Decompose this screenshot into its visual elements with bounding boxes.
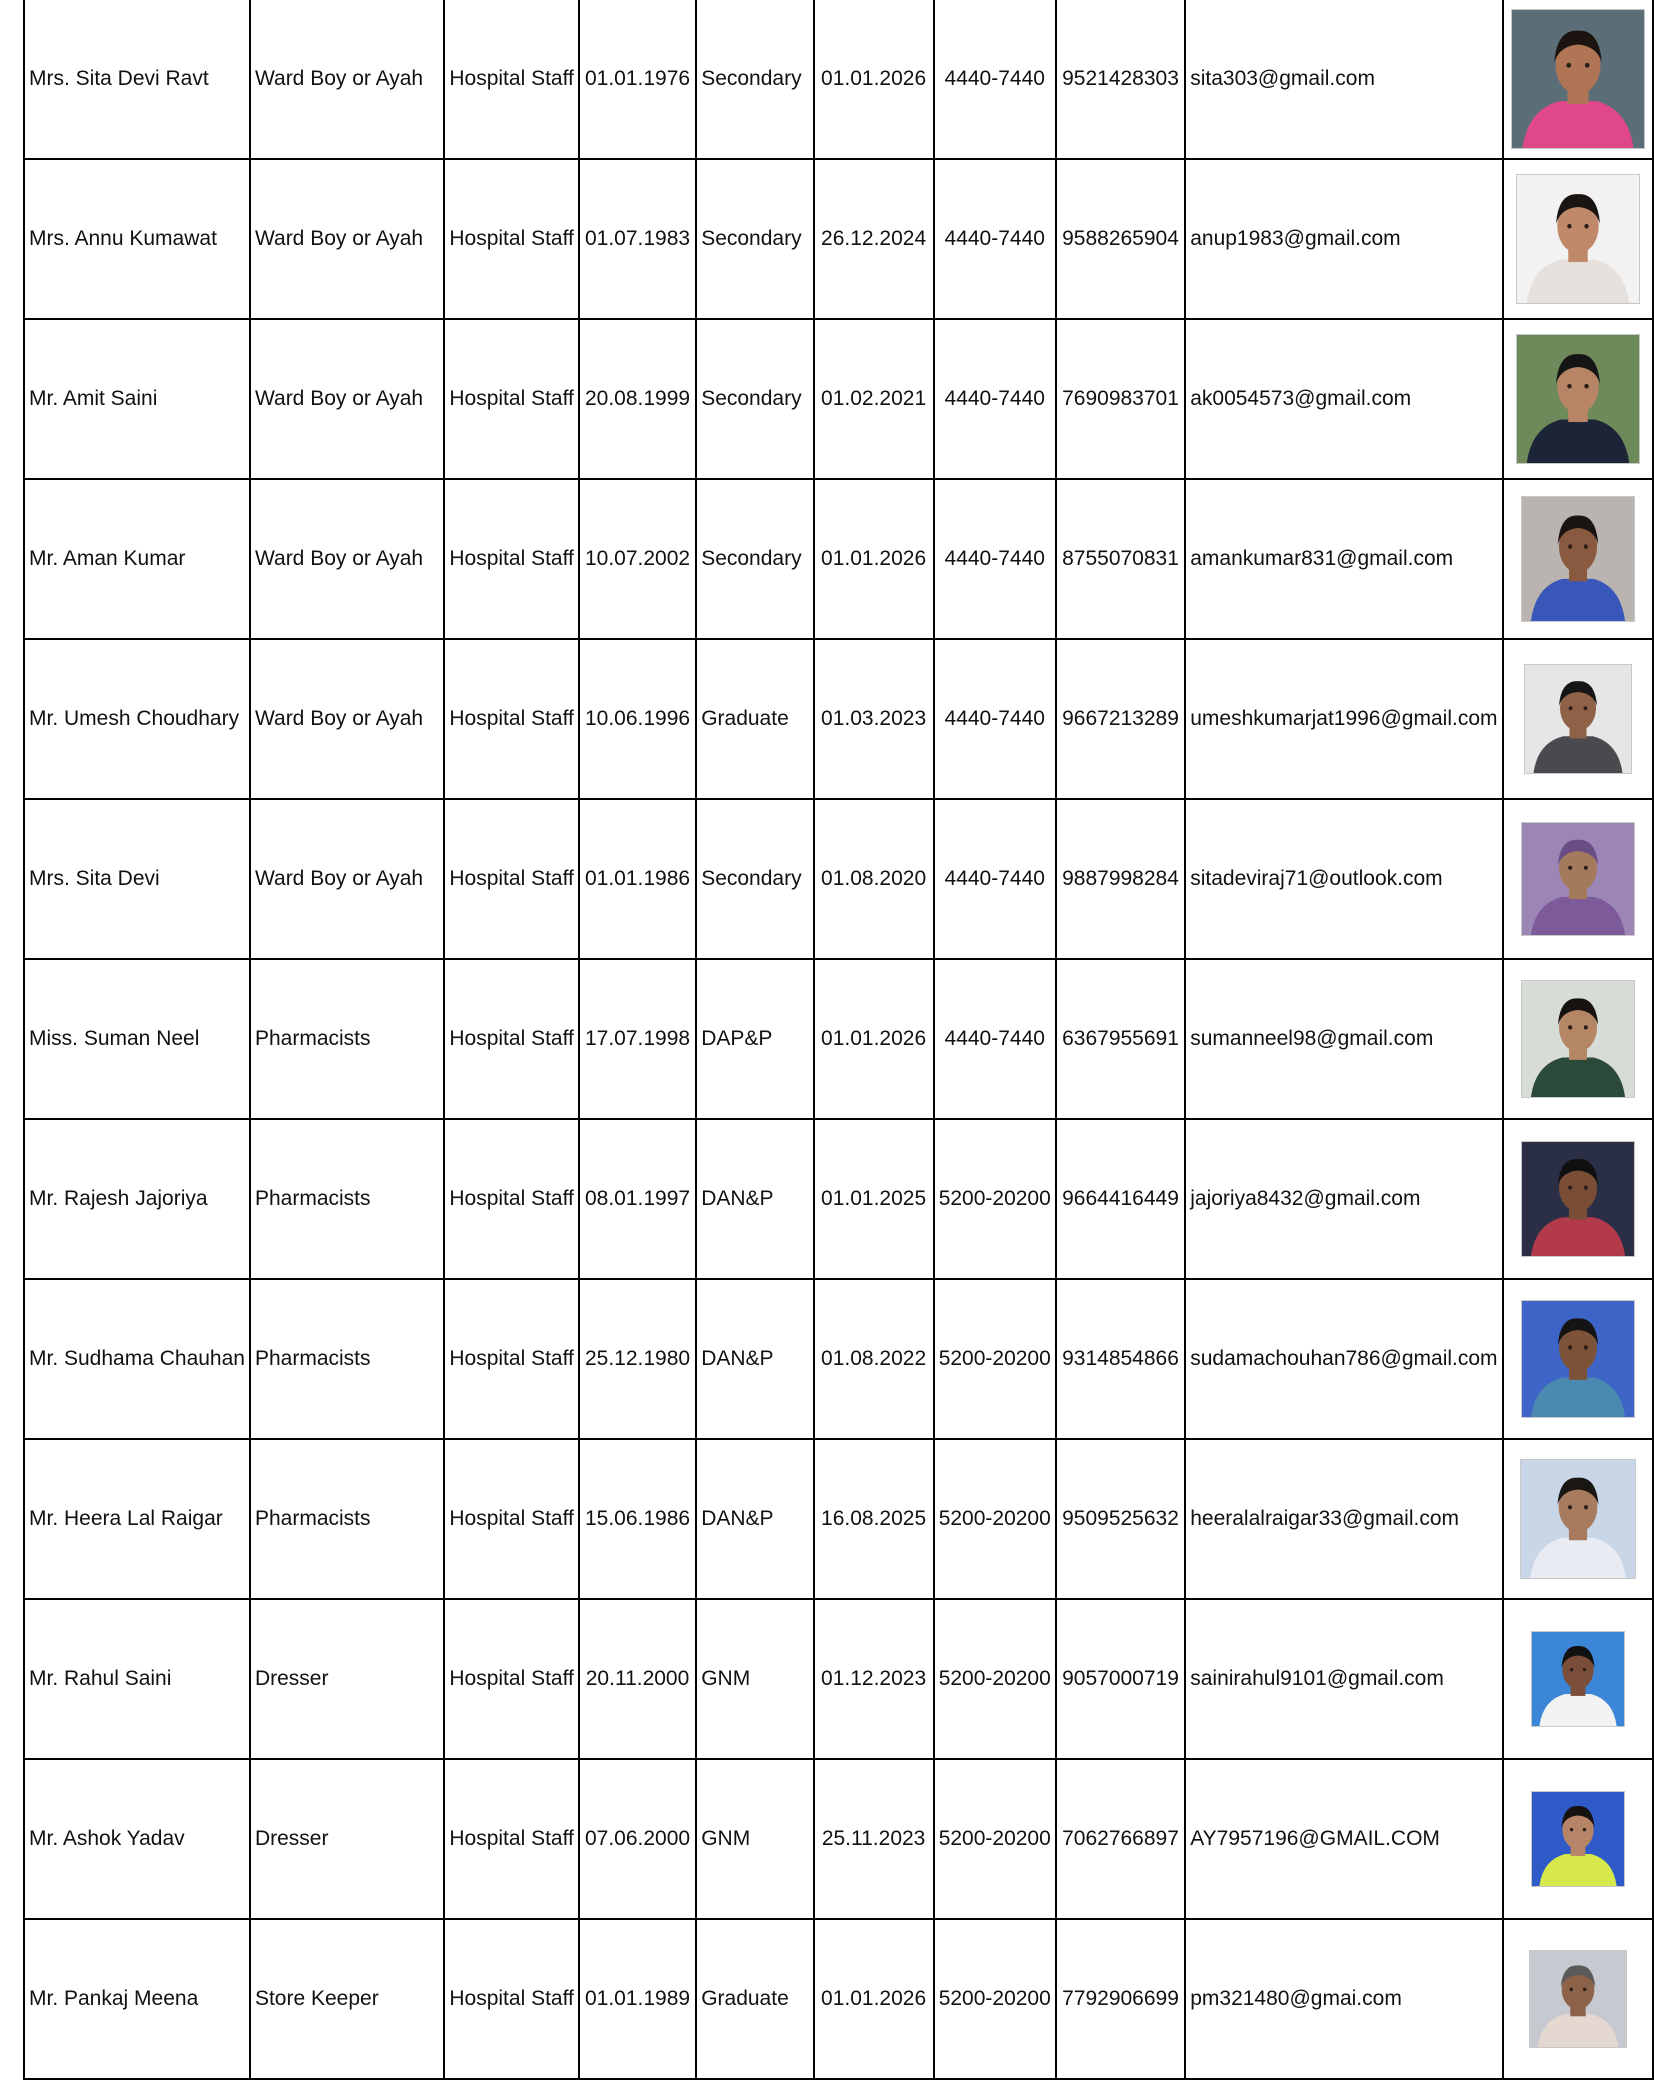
category: Hospital Staff — [444, 159, 579, 319]
date-of-birth: 01.01.1989 — [579, 1919, 696, 2079]
designation: Ward Boy or Ayah — [250, 319, 444, 479]
photo-cell — [1503, 0, 1653, 159]
designation: Pharmacists — [250, 1279, 444, 1439]
mobile-number: 9588265904 — [1056, 159, 1185, 319]
staff-name: Mr. Sudhama Chauhan — [24, 1279, 250, 1439]
mobile-number: 8755070831 — [1056, 479, 1185, 639]
email-address: anup1983@gmail.com — [1185, 159, 1502, 319]
joining-date: 01.01.2026 — [814, 959, 934, 1119]
date-of-birth: 07.06.2000 — [579, 1759, 696, 1919]
qualification: DAN&P — [696, 1439, 813, 1599]
table-row — [24, 319, 1653, 479]
date-of-birth: 25.12.1980 — [579, 1279, 696, 1439]
staff-name: Mr. Pankaj Meena — [24, 1919, 250, 2079]
man-portrait-icon — [1521, 496, 1635, 622]
designation: Pharmacists — [250, 959, 444, 1119]
category: Hospital Staff — [444, 1599, 579, 1759]
qualification: DAN&P — [696, 1119, 813, 1279]
pay-scale: 5200-20200 — [934, 1279, 1056, 1439]
mobile-number: 9057000719 — [1056, 1599, 1185, 1759]
email-address: amankumar831@gmail.com — [1185, 479, 1502, 639]
table-row — [24, 1119, 1653, 1279]
qualification: Secondary — [696, 0, 813, 159]
photo-cell — [1503, 1279, 1653, 1439]
staff-name: Mr. Ashok Yadav — [24, 1759, 250, 1919]
table-row — [24, 639, 1653, 799]
designation: Ward Boy or Ayah — [250, 159, 444, 319]
date-of-birth: 01.01.1976 — [579, 0, 696, 159]
qualification: GNM — [696, 1759, 813, 1919]
man-portrait-icon — [1521, 1300, 1635, 1418]
date-of-birth: 15.06.1986 — [579, 1439, 696, 1599]
staff-name: Miss. Suman Neel — [24, 959, 250, 1119]
email-address: ak0054573@gmail.com — [1185, 319, 1502, 479]
date-of-birth: 17.07.1998 — [579, 959, 696, 1119]
email-address: sudamachouhan786@gmail.com — [1185, 1279, 1502, 1439]
pay-scale: 4440-7440 — [934, 799, 1056, 959]
qualification: Secondary — [696, 319, 813, 479]
category: Hospital Staff — [444, 1119, 579, 1279]
qualification: Graduate — [696, 639, 813, 799]
date-of-birth: 01.01.1986 — [579, 799, 696, 959]
category: Hospital Staff — [444, 319, 579, 479]
pay-scale: 5200-20200 — [934, 1919, 1056, 2079]
designation: Ward Boy or Ayah — [250, 639, 444, 799]
mobile-number: 7690983701 — [1056, 319, 1185, 479]
category: Hospital Staff — [444, 479, 579, 639]
pay-scale: 4440-7440 — [934, 159, 1056, 319]
pay-scale: 4440-7440 — [934, 639, 1056, 799]
joining-date: 26.12.2024 — [814, 159, 934, 319]
pay-scale: 5200-20200 — [934, 1439, 1056, 1599]
qualification: DAP&P — [696, 959, 813, 1119]
staff-name: Mr. Rahul Saini — [24, 1599, 250, 1759]
woman-portrait-icon — [1516, 174, 1640, 304]
pay-scale: 4440-7440 — [934, 479, 1056, 639]
man-portrait-icon — [1520, 1459, 1636, 1579]
mobile-number: 9509525632 — [1056, 1439, 1185, 1599]
mobile-number: 9521428303 — [1056, 0, 1185, 159]
staff-name: Mrs. Annu Kumawat — [24, 159, 250, 319]
joining-date: 01.01.2026 — [814, 479, 934, 639]
date-of-birth: 08.01.1997 — [579, 1119, 696, 1279]
man-portrait-icon — [1531, 1791, 1625, 1887]
joining-date: 01.01.2026 — [814, 0, 934, 159]
email-address: AY7957196@GMAIL.COM — [1185, 1759, 1502, 1919]
designation: Dresser — [250, 1599, 444, 1759]
pay-scale: 5200-20200 — [934, 1119, 1056, 1279]
email-address: sita303@gmail.com — [1185, 0, 1502, 159]
man-portrait-icon — [1529, 1950, 1627, 2048]
joining-date: 01.08.2020 — [814, 799, 934, 959]
category: Hospital Staff — [444, 0, 579, 159]
designation: Store Keeper — [250, 1919, 444, 2079]
table-row — [24, 799, 1653, 959]
table-row — [24, 1759, 1653, 1919]
pay-scale: 4440-7440 — [934, 319, 1056, 479]
pay-scale: 4440-7440 — [934, 959, 1056, 1119]
joining-date: 01.02.2021 — [814, 319, 934, 479]
mobile-number: 7792906699 — [1056, 1919, 1185, 2079]
woman-portrait-icon — [1521, 980, 1635, 1098]
photo-cell — [1503, 959, 1653, 1119]
staff-name: Mrs. Sita Devi Ravt — [24, 0, 250, 159]
table-row — [24, 1599, 1653, 1759]
table-row — [24, 1279, 1653, 1439]
qualification: Secondary — [696, 479, 813, 639]
email-address: umeshkumarjat1996@gmail.com — [1185, 639, 1502, 799]
table-row — [24, 1919, 1653, 2079]
designation: Pharmacists — [250, 1119, 444, 1279]
table-row — [24, 1439, 1653, 1599]
photo-cell — [1503, 1439, 1653, 1599]
table-row — [24, 159, 1653, 319]
qualification: DAN&P — [696, 1279, 813, 1439]
date-of-birth: 20.08.1999 — [579, 319, 696, 479]
mobile-number: 9667213289 — [1056, 639, 1185, 799]
date-of-birth: 10.07.2002 — [579, 479, 696, 639]
designation: Dresser — [250, 1759, 444, 1919]
man-portrait-icon — [1521, 1141, 1635, 1257]
qualification: Secondary — [696, 799, 813, 959]
mobile-number: 6367955691 — [1056, 959, 1185, 1119]
mobile-number: 9314854866 — [1056, 1279, 1185, 1439]
joining-date: 25.11.2023 — [814, 1759, 934, 1919]
photo-cell — [1503, 1759, 1653, 1919]
photo-cell — [1503, 319, 1653, 479]
staff-table-body — [24, 0, 1653, 2079]
date-of-birth: 10.06.1996 — [579, 639, 696, 799]
photo-cell — [1503, 639, 1653, 799]
mobile-number: 9887998284 — [1056, 799, 1185, 959]
woman-portrait-icon — [1521, 822, 1635, 936]
man-portrait-icon — [1531, 1631, 1625, 1727]
date-of-birth: 01.07.1983 — [579, 159, 696, 319]
staff-name: Mr. Amit Saini — [24, 319, 250, 479]
designation: Pharmacists — [250, 1439, 444, 1599]
joining-date: 01.12.2023 — [814, 1599, 934, 1759]
man-portrait-icon — [1524, 664, 1632, 774]
qualification: Secondary — [696, 159, 813, 319]
photo-cell — [1503, 159, 1653, 319]
email-address: sitadeviraj71@outlook.com — [1185, 799, 1502, 959]
category: Hospital Staff — [444, 639, 579, 799]
staff-table — [23, 0, 1654, 2080]
category: Hospital Staff — [444, 1759, 579, 1919]
joining-date: 01.01.2026 — [814, 1919, 934, 2079]
qualification: Graduate — [696, 1919, 813, 2079]
pay-scale: 5200-20200 — [934, 1759, 1056, 1919]
joining-date: 16.08.2025 — [814, 1439, 934, 1599]
email-address: heeralalraigar33@gmail.com — [1185, 1439, 1502, 1599]
photo-cell — [1503, 479, 1653, 639]
photo-cell — [1503, 799, 1653, 959]
category: Hospital Staff — [444, 959, 579, 1119]
table-row — [24, 479, 1653, 639]
photo-cell — [1503, 1919, 1653, 2079]
table-row — [24, 0, 1653, 159]
email-address: sainirahul9101@gmail.com — [1185, 1599, 1502, 1759]
email-address: pm321480@gmai.com — [1185, 1919, 1502, 2079]
designation: Ward Boy or Ayah — [250, 799, 444, 959]
category: Hospital Staff — [444, 1279, 579, 1439]
staff-name: Mr. Aman Kumar — [24, 479, 250, 639]
staff-name: Mrs. Sita Devi — [24, 799, 250, 959]
mobile-number: 9664416449 — [1056, 1119, 1185, 1279]
email-address: jajoriya8432@gmail.com — [1185, 1119, 1502, 1279]
joining-date: 01.01.2025 — [814, 1119, 934, 1279]
pay-scale: 4440-7440 — [934, 0, 1056, 159]
staff-name: Mr. Umesh Choudhary — [24, 639, 250, 799]
date-of-birth: 20.11.2000 — [579, 1599, 696, 1759]
staff-name: Mr. Heera Lal Raigar — [24, 1439, 250, 1599]
qualification: GNM — [696, 1599, 813, 1759]
pay-scale: 5200-20200 — [934, 1599, 1056, 1759]
category: Hospital Staff — [444, 1439, 579, 1599]
staff-name: Mr. Rajesh Jajoriya — [24, 1119, 250, 1279]
category: Hospital Staff — [444, 799, 579, 959]
woman-portrait-icon — [1511, 9, 1645, 149]
category: Hospital Staff — [444, 1919, 579, 2079]
mobile-number: 7062766897 — [1056, 1759, 1185, 1919]
joining-date: 01.08.2022 — [814, 1279, 934, 1439]
table-row — [24, 959, 1653, 1119]
photo-cell — [1503, 1119, 1653, 1279]
designation: Ward Boy or Ayah — [250, 0, 444, 159]
joining-date: 01.03.2023 — [814, 639, 934, 799]
designation: Ward Boy or Ayah — [250, 479, 444, 639]
email-address: sumanneel98@gmail.com — [1185, 959, 1502, 1119]
photo-cell — [1503, 1599, 1653, 1759]
man-portrait-icon — [1516, 334, 1640, 464]
